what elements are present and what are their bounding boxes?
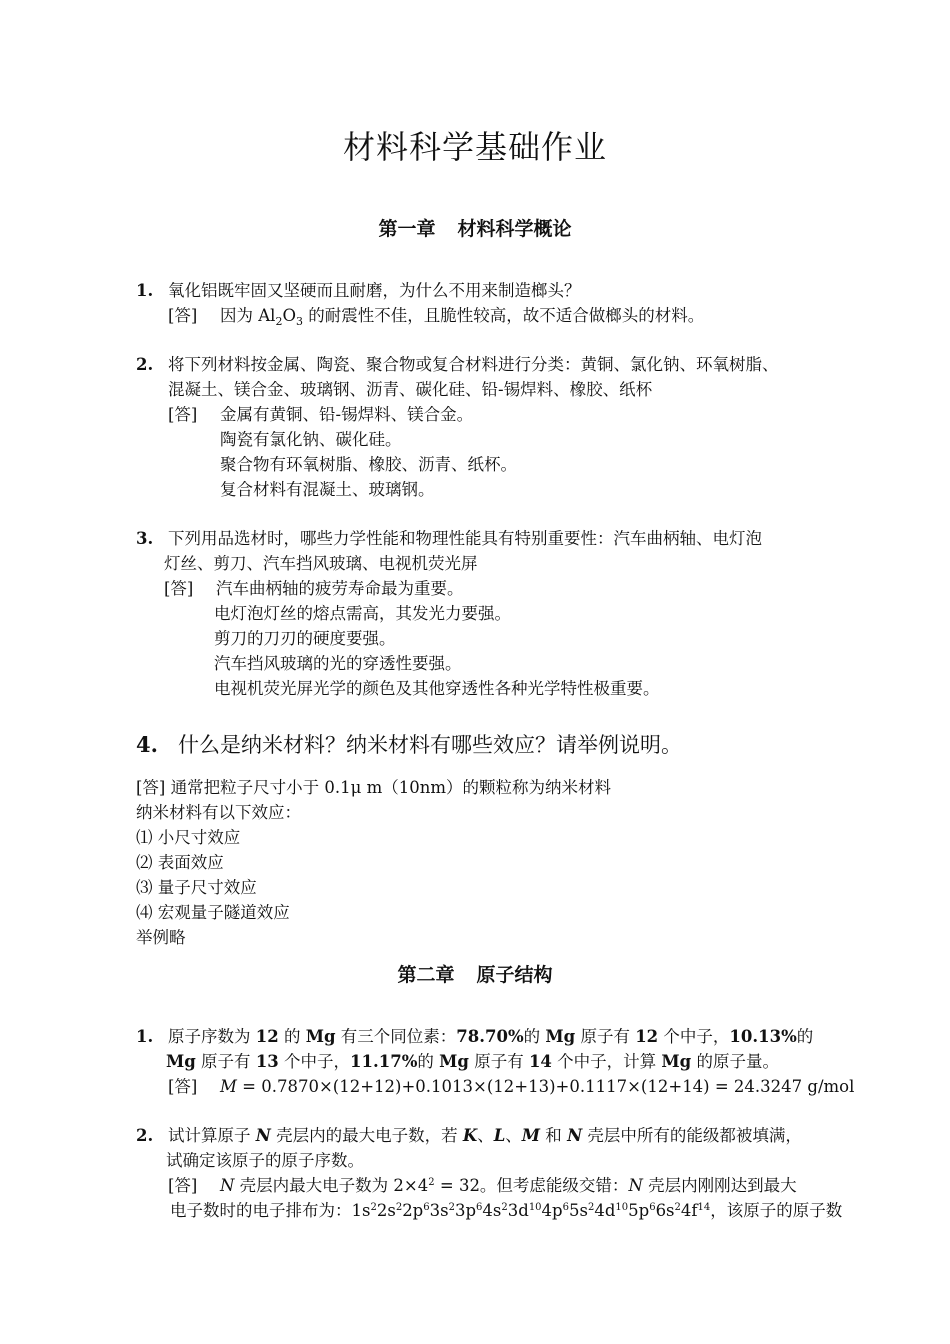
ch2-q1-question: 1. 原子序数为 12 的 Mg 有三个同位素：78.70%的 Mg 原子有 12 个中子，10.13%的 — [136, 1027, 814, 1046]
orbital-electron-count: 10 — [528, 1202, 542, 1213]
ch1-q2-question: 2. 将下列材料按金属、陶瓷、聚合物或复合材料进行分类：黄铜、氯化钠、环氧树脂、 — [136, 355, 779, 374]
orbital-label: 4p — [541, 1201, 563, 1220]
orbital-electron-count: 2 — [448, 1202, 455, 1213]
ch1-q3-answer-line: 剪刀的刀刃的硬度要强。 — [214, 629, 396, 648]
ch1-q3-answer: [答] 汽车曲柄轴的疲劳寿命最为重要。 — [164, 579, 464, 598]
ch2-q1-number: 1. — [136, 1027, 154, 1046]
ch1-q2-answer-line: 聚合物有环氧树脂、橡胶、沥青、纸杯。 — [220, 455, 517, 474]
orbital-label: 4f — [680, 1201, 698, 1220]
ch1-q3-number: 3. — [136, 529, 154, 548]
orbital-electron-count: 2 — [674, 1202, 681, 1213]
ch1-q4-example: 举例略 — [136, 928, 186, 947]
orbital-electron-count: 2 — [501, 1202, 508, 1213]
orbital-label: 3s — [429, 1201, 449, 1220]
ch1-q4-effect: ⑷ 宏观量子隧道效应 — [136, 903, 290, 922]
chapter-1-name: 材料科学概论 — [457, 218, 572, 240]
chapter-2-name: 原子结构 — [476, 964, 553, 986]
ch2-q1-question-cont: Mg 原子有 13 个中子，11.17%的 Mg 原子有 14 个中子，计算 Mg 的原子量。 — [166, 1052, 779, 1071]
orbital-electron-count: 10 — [615, 1202, 629, 1213]
orbital-label: 1s — [351, 1201, 371, 1220]
orbital-label: 6s — [655, 1201, 675, 1220]
ch1-q1-text: 氧化铝既牢固又坚硬而且耐磨，为什么不用来制造榔头？ — [168, 281, 581, 300]
orbital-label: 5s — [568, 1201, 588, 1220]
ch1-q4-answer-line: 纳米材料有以下效应： — [136, 803, 301, 822]
ch1-q2-question-cont: 混凝土、镁合金、玻璃钢、沥青、碳化硅、铅-锡焊料、橡胶、纸杯 — [168, 380, 653, 399]
ch1-q4-question: 4. 什么是纳米材料？纳米材料有哪些效应？请举例说明。 — [136, 732, 682, 757]
ch1-q4-answer: [答] 通常把粒子尺寸小于 0.1μ m（10nm）的颗粒称为纳米材料 — [136, 778, 611, 797]
ch1-q3-question: 3. 下列用品选材时，哪些力学性能和物理性能具有特别重要性：汽车曲柄轴、电灯泡 — [136, 529, 762, 548]
orbital-label: 3d — [507, 1201, 529, 1220]
ch2-q2-answer-tag: [答] — [168, 1176, 198, 1195]
ch1-q3-answer-tag: [答] — [164, 579, 194, 598]
chapter-2-heading — [0, 960, 950, 987]
orbital-electron-count: 2 — [395, 1202, 403, 1213]
ch1-q1-number: 1. — [136, 281, 154, 300]
ch1-q2-answer: [答] 金属有黄铜、铅-锡焊料、镁合金。 — [168, 405, 474, 424]
orbital-label: 4d — [594, 1201, 616, 1220]
ch1-q4-effect: ⑶ 量子尺寸效应 — [136, 878, 257, 897]
orbital-electron-count: 14 — [697, 1202, 711, 1213]
ch1-q1-answer: [答] 因为 $Al_2O_3$ 的耐震性不佳，且脆性较高，故不适合做榔头的材料。 — [168, 306, 705, 328]
ch2-q2-answer: [答] N 壳层内最大电子数为 $2\times 4^2 = 32$。但考虑能级交错：N 壳层内刚刚达到最大 — [168, 1176, 797, 1195]
orbital-electron-count: 6 — [649, 1202, 656, 1213]
ch2-q2-number: 2. — [136, 1126, 154, 1145]
orbital-electron-count: 2 — [587, 1202, 595, 1213]
ch1-q3-question-cont: 灯丝、剪刀、汽车挡风玻璃、电视机荧光屏 — [164, 554, 478, 573]
ch1-q3-answer-line: 电视机荧光屏光学的颜色及其他穿透性各种光学特性极重要。 — [214, 679, 660, 698]
orbital-label: 2p — [402, 1201, 424, 1220]
ch1-q3-answer-line: 汽车挡风玻璃的光的穿透性要强。 — [214, 654, 462, 673]
chapter-2-number: 第二章 — [397, 964, 455, 986]
ch2-q2-question: 2. 试计算原子 N 壳层内的最大电子数，若 K、L、M 和 N 壳层中所有的能级都被填满， — [136, 1126, 802, 1145]
orbital-electron-count: 6 — [476, 1202, 483, 1213]
ch1-q2-answer-line: 复合材料有混凝土、玻璃钢。 — [220, 480, 435, 499]
ch1-q3-answer-line: 电灯泡灯丝的熔点需高，其发光力要强。 — [214, 604, 511, 623]
ch1-q1-question — [136, 280, 581, 302]
ch1-q4-effect: ⑵ 表面效应 — [136, 853, 224, 872]
chapter-1-heading — [0, 214, 950, 241]
orbital-label: 2s — [376, 1201, 396, 1220]
ch1-q1-answer-tag: [答] — [168, 306, 198, 325]
chapter-1-number: 第一章 — [378, 218, 436, 240]
orbital-label: 4s — [482, 1201, 502, 1220]
orbital-electron-count: 6 — [423, 1202, 430, 1213]
ch2-q1-answer: [答] M = 0.7870×(12+12)+0.1013×(12+13)+0.1117×(12+14) = 24.3247 g/mol — [168, 1077, 855, 1096]
ch1-q2-number: 2. — [136, 355, 154, 374]
ch2-q2-answer-line: 电子数时的电子排布为：$1s^22s^22p^63s^23p^64s^23d^{10}4p^65s^24d^{10}5p^66s^24f^{14}$，该原子的原子数 — [170, 1201, 843, 1220]
ch1-q4-effect: ⑴ 小尺寸效应 — [136, 828, 241, 847]
electron-configuration — [352, 1201, 711, 1220]
orbital-electron-count: 2 — [370, 1202, 377, 1213]
orbital-label: 3p — [454, 1201, 477, 1220]
page-title: 材料科学基础作业 — [342, 128, 607, 166]
ch1-q4-number: 4. — [136, 732, 158, 757]
ch2-q1-answer-tag: [答] — [168, 1077, 198, 1096]
ch1-q2-answer-tag: [答] — [168, 405, 198, 424]
ch2-q2-question-cont: 试确定该原子的原子序数。 — [166, 1151, 364, 1170]
orbital-label: 5p — [628, 1201, 650, 1220]
orbital-electron-count: 6 — [562, 1202, 569, 1213]
ch1-q2-answer-line: 陶瓷有氯化钠、碳化硅。 — [220, 430, 402, 449]
